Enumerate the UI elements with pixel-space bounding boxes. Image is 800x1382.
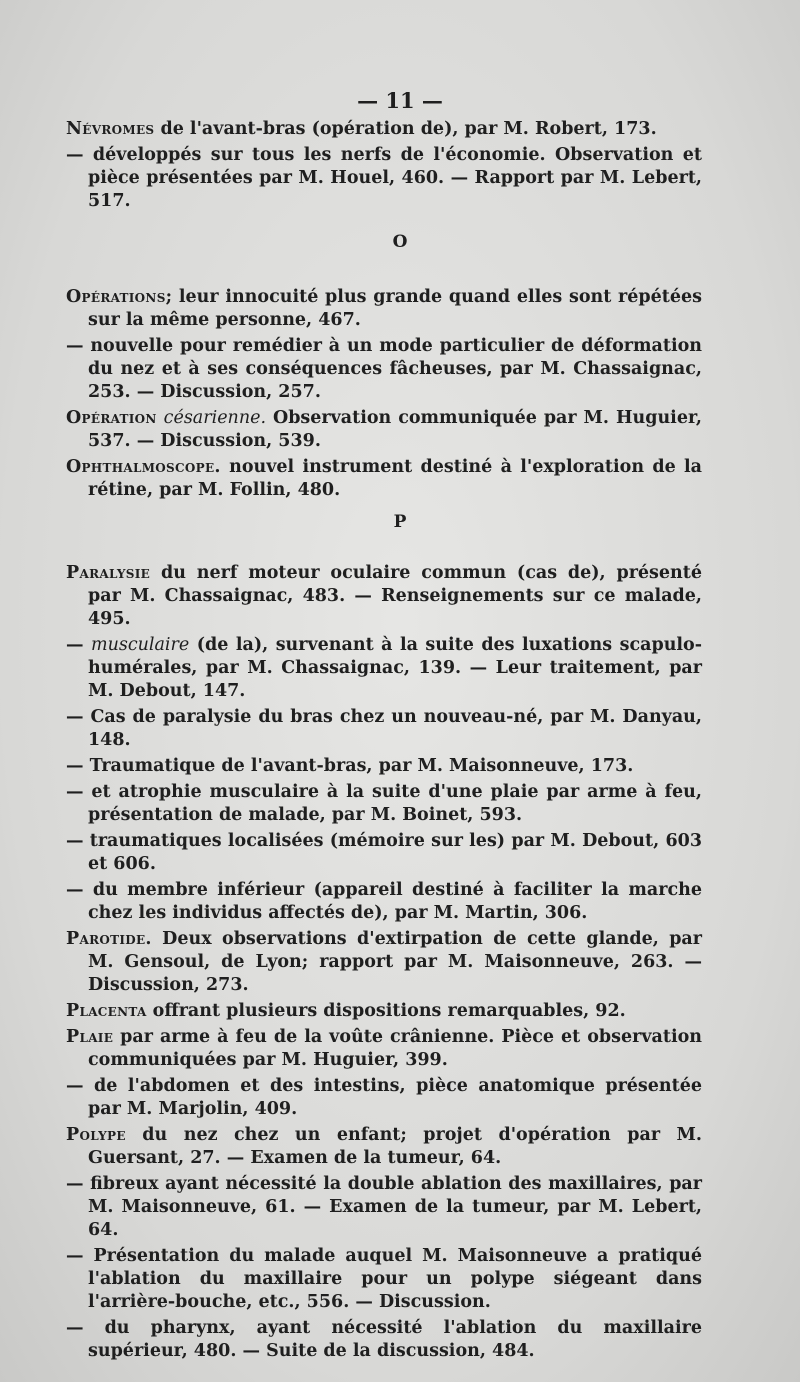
index-entry: Paralysie du nerf moteur oculaire commun (cas de), présenté par M. Chassaignac, 483. — Renseignements sur ce malade, 495. (66, 563, 702, 629)
page-number: — 11 — (357, 88, 443, 113)
index-entry: — Traumatique de l'avant-bras, par M. Maisonneuve, 173. (66, 756, 634, 776)
section-n (66, 118, 702, 216)
index-entry: Parotide. Deux observations d'extirpation de cette glande, par M. Gensoul, de Lyon; rapport par M. Maisonneuve, 263. — Discussion, 273. (66, 929, 702, 995)
section-p (66, 562, 702, 1366)
index-entry: — musculaire (de la), survenant à la suite des luxations scapulo-humérales, par M. Chassaignac, 139. — Leur traitement, par M. Debout, 147. (66, 635, 702, 701)
index-entry: Placenta offrant plusieurs dispositions remarquables, 92. (66, 1001, 626, 1021)
index-entry: — Cas de paralysie du bras chez un nouveau-né, par M. Danyau, 148. (66, 707, 702, 750)
index-entry: Ophthalmoscope. nouvel instrument destiné à l'exploration de la rétine, par M. Follin, 480. (66, 457, 702, 500)
index-entry: — et atrophie musculaire à la suite d'une plaie par arme à feu, présentation de malade, par M. Boinet, 593. (66, 782, 702, 825)
index-entry: — du membre inférieur (appareil destiné à faciliter la marche chez les individus affectés de), par M. Martin, 306. (66, 880, 702, 923)
index-entry: — nouvelle pour remédier à un mode particulier de déformation du nez et à ses conséquences fâcheuses, par M. Chassaignac, 253. — Discussion, 257. (66, 336, 702, 402)
index-entry: — traumatiques localisées (mémoire sur les) par M. Debout, 603 et 606. (66, 831, 702, 874)
section-letter-o: O (392, 232, 408, 252)
index-entry: Polype du nez chez un enfant; projet d'opération par M. Guersant, 27. — Examen de la tumeur, 64. (66, 1125, 702, 1168)
index-entry: Opérations; leur innocuité plus grande quand elles sont répétées sur la même personne, 467. (66, 287, 702, 330)
index-entry: — développés sur tous les nerfs de l'économie. Observation et pièce présentées par M. Houel, 460. — Rapport par M. Lebert, 517. (66, 145, 702, 211)
index-entry: — de l'abdomen et des intestins, pièce anatomique présentée par M. Marjolin, 409. (66, 1076, 702, 1119)
index-entry: Plaie par arme à feu de la voûte crânienne. Pièce et observation communiquées par M. Huguier, 399. (66, 1027, 702, 1070)
index-entry: Névromes de l'avant-bras (opération de), par M. Robert, 173. (66, 119, 657, 139)
section-o (66, 286, 702, 505)
index-entry: — du pharynx, ayant nécessité l'ablation du maxillaire supérieur, 480. — Suite de la discussion, 484. (66, 1318, 702, 1361)
index-entry: — Présentation du malade auquel M. Maisonneuve a pratiqué l'ablation du maxillaire pour un polype siégeant dans l'arrière-bouche, etc., 556. — Discussion. (66, 1246, 702, 1312)
section-letter-p: P (393, 512, 407, 532)
index-entry: — fibreux ayant nécessité la double ablation des maxillaires, par M. Maisonneuve, 61. — Examen de la tumeur, par M. Lebert, 64. (66, 1174, 702, 1240)
index-entry: Opération césarienne. Observation communiquée par M. Huguier, 537. — Discussion, 539. (66, 408, 702, 451)
